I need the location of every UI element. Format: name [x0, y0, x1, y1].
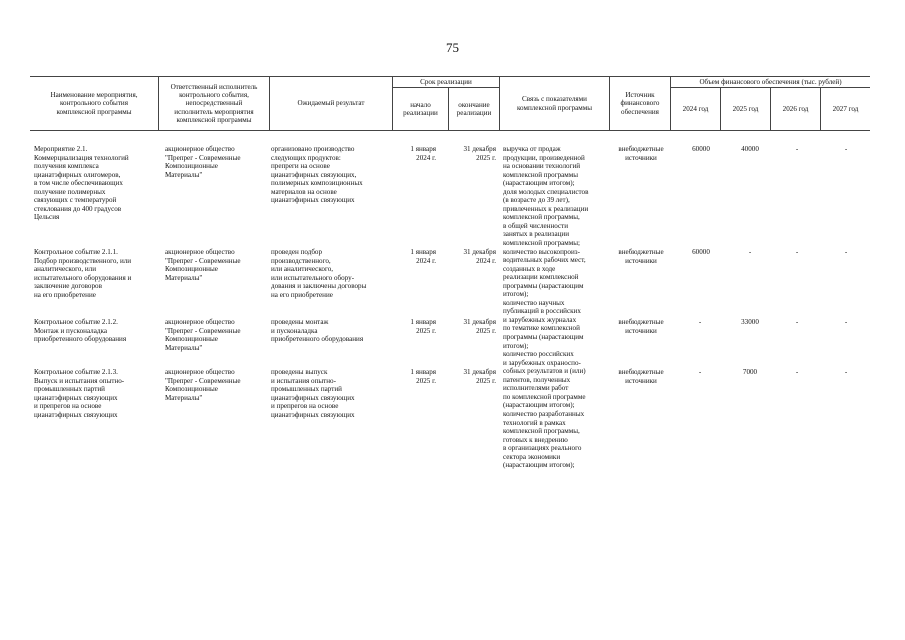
header-2027: 2027 год — [832, 104, 859, 113]
header-2024: 2024 год — [682, 104, 709, 113]
header-link: Связь с показателями комплексной программы — [516, 95, 593, 112]
row2-2026: - — [795, 248, 799, 256]
row2-end: 31 декабря 2024 г. — [463, 248, 496, 265]
row1-2024: 60000 — [692, 145, 710, 153]
row3-2025: 33000 — [741, 318, 759, 326]
row4-2024: - — [698, 368, 702, 376]
row2-result: проведен подбор производственного, или аналитического, или испытательного обору- дования и заключены договоры на его приобретение — [271, 248, 367, 299]
page-number: 75 — [446, 40, 459, 55]
row3-name: Контрольное событие 2.1.2. Монтаж и пусконаладка приобретенного оборудования — [34, 318, 127, 344]
header-end: окончание реализации — [456, 100, 492, 117]
header-source: Источник финансового обеспечения — [620, 91, 660, 116]
row2-name: Контрольное событие 2.1.1. Подбор производственного, или аналитического, или испытательного оборудования и заключение договоров на его приобретение — [34, 248, 132, 299]
row2-responsible: акционерное общество "Препрег - Современные Композиционные Материалы" — [165, 248, 241, 282]
header-2026: 2026 год — [782, 104, 809, 113]
row3-result: проведены монтаж и пусконаладка приобретенного оборудования — [271, 318, 364, 344]
row4-name: Контрольное событие 2.1.3. Выпуск и испытания опытно- промышленных партий цианатэфирных связующих и препрегов на основе цианатэфирных связующих — [34, 368, 125, 419]
row4-start: 1 января 2025 г. — [410, 368, 436, 385]
header-result: Ожидаемый результат — [297, 99, 365, 108]
header-finance: Объем финансового обеспечения (тыс. рублей) — [699, 77, 842, 86]
row2-2027: - — [844, 248, 848, 256]
row3-responsible: акционерное общество "Препрег - Современные Композиционные Материалы" — [165, 318, 241, 352]
row3-start: 1 января 2025 г. — [410, 318, 436, 335]
row1-responsible: акционерное общество "Препрег - Современные Композиционные Материалы" — [165, 145, 241, 179]
row1-result: организовано производство следующих продуктов: препреги на основе цианатэфирных связующих, полимерных композиционных материалов на основе цианатэфирных связующих — [271, 145, 363, 205]
header-name: Наименование мероприятия, контрольного события комплексной программы — [50, 91, 138, 116]
row4-source: внебюджетные источники — [618, 368, 664, 385]
row2-start: 1 января 2024 г. — [410, 248, 436, 265]
row2-2025: - — [748, 248, 752, 256]
row1-2025: 40000 — [741, 145, 759, 153]
row1-name: Мероприятие 2.1. Коммерциализация технологий получения комплекса цианатэфирных олигомеров, в том числе обеспечивающих получение полимерных связующих с температурой стеклования до 400 градусов Цельсия — [34, 145, 129, 222]
indicators-link-text: выручка от продаж продукции, произведенной на основании технологий комплексной программы (нарастающим итогом); доля молодых специалистов (в возрасте до 39 лет), привлеченных к реализации комплексной программы, в общей численности занятых в реализации комплексной программы; количество высокопроиз- водительных рабочих мест, созданных в ходе реализации комплексной программы (нарастающим итогом); количество научных публикаций в российских и зарубежных журналах по тематике комплексной программы (нарастающим итогом); количество российских и зарубежных охраноспо- собных результатов и (или) патентов, полученных исполнителями работ по комплексной программе (нарастающим итогом); количество разработанных технологий в рамках комплексной программы, готовых к внедрению в организациях реального сектора экономики (нарастающим итогом); — [503, 145, 589, 470]
header-2025: 2025 год — [732, 104, 759, 113]
row1-start: 1 января 2024 г. — [410, 145, 436, 162]
row4-end: 31 декабря 2025 г. — [463, 368, 496, 385]
row3-2027: - — [844, 318, 848, 326]
row2-source: внебюджетные источники — [618, 248, 664, 265]
row4-result: проведены выпуск и испытания опытно- промышленных партий цианатэфирных связующих и препрегов на основе цианатэфирных связующих — [271, 368, 355, 419]
row3-end: 31 декабря 2025 г. — [463, 318, 496, 335]
row1-2027: - — [844, 145, 848, 153]
header-start: начало реализации — [403, 100, 438, 117]
row2-2024: 60000 — [692, 248, 710, 256]
table-header — [30, 76, 870, 131]
header-responsible: Ответственный исполнитель контрольного события, непосредственный исполнитель мероприятия комплексной программы — [170, 82, 258, 124]
row4-responsible: акционерное общество "Препрег - Современные Композиционные Материалы" — [165, 368, 241, 402]
row4-2027: - — [844, 368, 848, 376]
row1-source: внебюджетные источники — [618, 145, 664, 162]
row3-source: внебюджетные источники — [618, 318, 664, 335]
row3-2024: - — [698, 318, 702, 326]
header-period: Срок реализации — [420, 77, 472, 86]
row3-2026: - — [795, 318, 799, 326]
row4-2026: - — [795, 368, 799, 376]
row1-end: 31 декабря 2025 г. — [463, 145, 496, 162]
row4-2025: 7000 — [742, 368, 758, 376]
row1-2026: - — [795, 145, 799, 153]
